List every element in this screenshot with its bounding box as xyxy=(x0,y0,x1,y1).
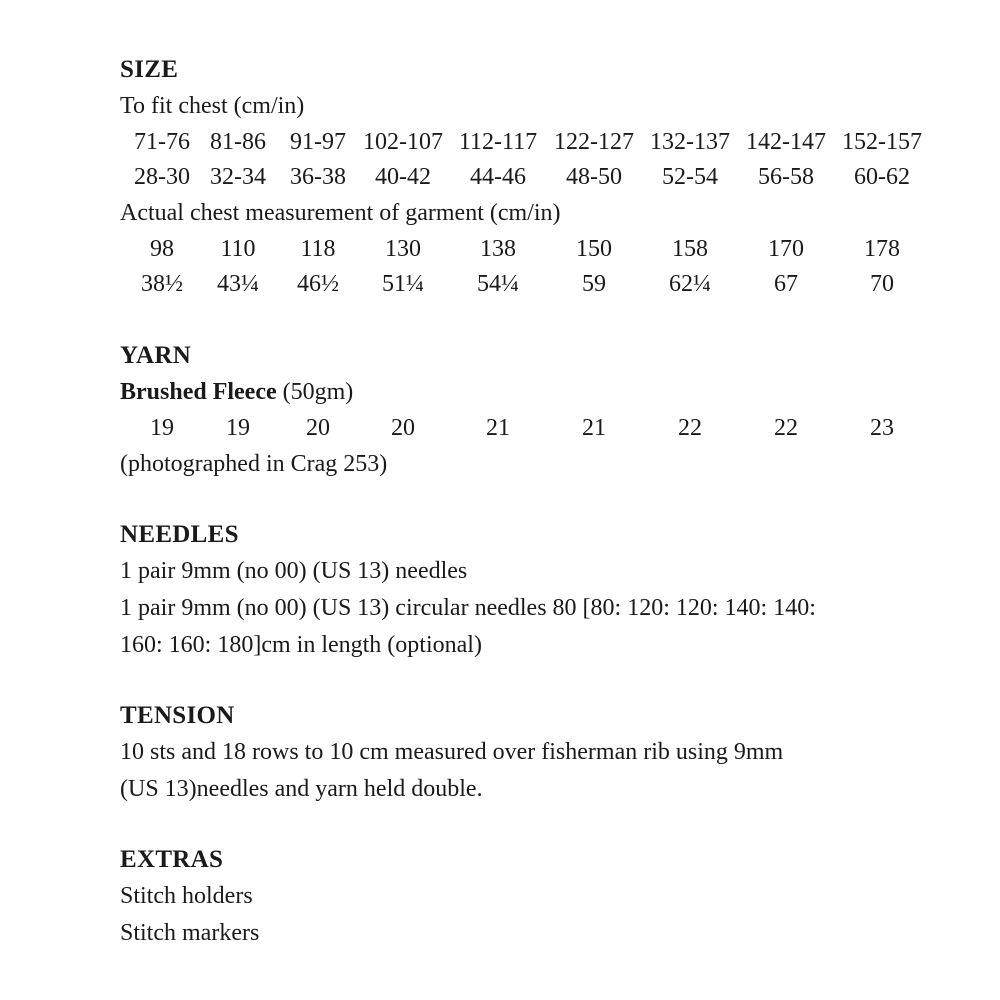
size-cell: 60-62 xyxy=(854,164,910,190)
yarn-name: Brushed Fleece xyxy=(120,379,277,405)
size-cell: 170 xyxy=(768,236,804,262)
size-cell: 52-54 xyxy=(662,164,718,190)
yarn-ball-count: 23 xyxy=(870,415,894,441)
size-cell: 158 xyxy=(672,236,708,262)
yarn-ball-count: 22 xyxy=(774,415,798,441)
fit-chest-label: To fit chest (cm/in) xyxy=(120,93,305,119)
size-cell: 62¼ xyxy=(669,271,711,297)
fit-chest-cm-row xyxy=(120,125,940,160)
size-cell: 178 xyxy=(864,236,900,262)
size-cell: 38½ xyxy=(141,271,183,297)
size-cell: 91-97 xyxy=(290,129,346,155)
size-cell: 28-30 xyxy=(134,164,190,190)
yarn-ball-count: 20 xyxy=(306,415,330,441)
size-cell: 102-107 xyxy=(363,129,443,155)
size-cell: 110 xyxy=(220,236,256,262)
size-cell: 48-50 xyxy=(566,164,622,190)
yarn-name-line xyxy=(120,374,940,411)
needles-line: 1 pair 9mm (no 00) (US 13) circular needles 80 [80: 120: 120: 140: 140: xyxy=(120,595,816,621)
size-cell: 81-86 xyxy=(210,129,266,155)
size-cell: 112-117 xyxy=(458,129,538,155)
size-cell: 132-137 xyxy=(650,129,730,155)
size-cell: 54¼ xyxy=(477,271,519,297)
size-cell: 122-127 xyxy=(554,129,634,155)
needles-line: 160: 160: 180]cm in length (optional) xyxy=(120,632,482,658)
yarn-ball-count: 19 xyxy=(150,415,174,441)
size-cell: 138 xyxy=(480,236,516,262)
yarn-ball-count: 21 xyxy=(582,415,606,441)
size-cell: 43¼ xyxy=(217,271,259,297)
size-cell: 56-58 xyxy=(758,164,814,190)
size-cell: 46½ xyxy=(297,271,339,297)
extras-item: Stitch markers xyxy=(120,920,260,946)
yarn-ball-count: 19 xyxy=(226,415,250,441)
yarn-ball-count: 20 xyxy=(391,415,415,441)
extras-section xyxy=(120,842,940,952)
needles-heading: NEEDLES xyxy=(120,521,239,548)
size-cell: 44-46 xyxy=(470,164,526,190)
extras-heading: EXTRAS xyxy=(120,846,224,873)
fit-chest-in-row xyxy=(120,160,940,195)
actual-chest-cm-row xyxy=(120,232,940,267)
yarn-ball-count: 22 xyxy=(678,415,702,441)
needles-section xyxy=(120,517,940,664)
needles-line: 1 pair 9mm (no 00) (US 13) needles xyxy=(120,558,468,584)
size-section xyxy=(120,52,940,302)
pattern-info xyxy=(120,52,940,986)
size-cell: 70 xyxy=(870,271,894,297)
size-cell: 32-34 xyxy=(210,164,266,190)
yarn-balls-row xyxy=(120,411,940,446)
yarn-heading: YARN xyxy=(120,342,192,369)
size-cell: 118 xyxy=(300,236,336,262)
yarn-note: (photographed in Crag 253) xyxy=(120,451,388,477)
actual-chest-in-row xyxy=(120,267,940,302)
size-cell: 130 xyxy=(385,236,421,262)
tension-heading: TENSION xyxy=(120,702,235,729)
size-cell: 98 xyxy=(150,236,174,262)
size-cell: 36-38 xyxy=(290,164,346,190)
actual-chest-label: Actual chest measurement of garment (cm/in) xyxy=(120,200,561,226)
yarn-section xyxy=(120,338,940,483)
yarn-weight: (50gm) xyxy=(282,379,354,405)
tension-line: (US 13)needles and yarn held double. xyxy=(120,776,483,802)
extras-item: Stitch holders xyxy=(120,883,253,909)
size-cell: 67 xyxy=(774,271,798,297)
size-cell: 142-147 xyxy=(746,129,826,155)
size-cell: 40-42 xyxy=(375,164,431,190)
size-cell: 51¼ xyxy=(382,271,424,297)
tension-section xyxy=(120,698,940,808)
size-heading: SIZE xyxy=(120,56,179,83)
size-cell: 150 xyxy=(576,236,612,262)
size-cell: 71-76 xyxy=(134,129,190,155)
size-cell: 59 xyxy=(582,271,606,297)
tension-line: 10 sts and 18 rows to 10 cm measured over fisherman rib using 9mm xyxy=(120,739,784,765)
size-cell: 152-157 xyxy=(842,129,922,155)
yarn-ball-count: 21 xyxy=(486,415,510,441)
